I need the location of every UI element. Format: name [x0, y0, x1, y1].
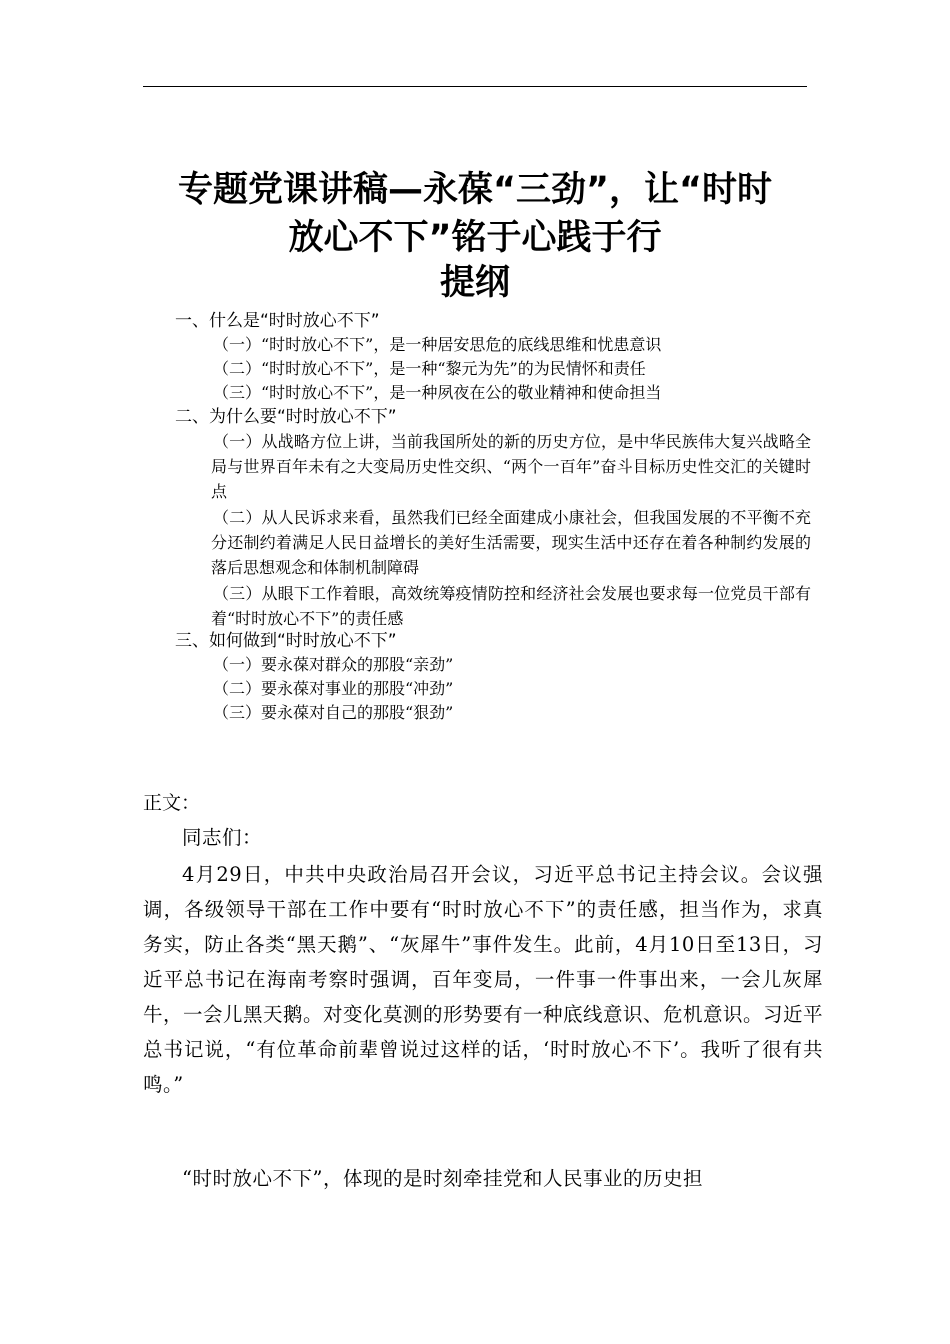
outline-item: （二）“时时放心不下”，是一种“黎元为先”的为民情怀和责任 — [213, 359, 646, 378]
document-title-line-2: 放心不下”铭于心践于行 — [288, 218, 662, 258]
outline-item: （一）要永葆对群众的那股“亲劲” — [213, 655, 454, 674]
outline-item: （二）从人民诉求来看，虽然我们已经全面建成小康社会，但我国发展的不平衡不充分还制约着满足人民日益增长的美好生活需要，现实生活中还存在着各种制约发展的落后思想观念和体制机制障碍 — [211, 508, 811, 577]
body-paragraph: 4月29日，中共中央政治局召开会议，习近平总书记主持会议。会议强调，各级领导干部在工作中要有“时时放心不下”的责任感，担当作为，求真务实，防止各类“黑天鹅”、“灰犀牛”事件发生。此前，4月10日至13日，习近平总书记在海南考察时强调，百年变局，一件事一件事出来，一会儿灰犀牛，一会儿黑天鹅。对变化莫测的形势要有一种底线意识、危机意识。习近平总书记说，“有位革命前辈曾说过这样的话，‘时时放心不下’。我听了很有共鸣。” — [143, 863, 824, 1096]
document-title-line-1: 专题党课讲稿—永葆“三劲”，让“时时 — [177, 170, 772, 210]
document-subtitle: 提纲 — [439, 263, 510, 303]
outline-item: （三）从眼下工作着眼，高效统筹疫情防控和经济社会发展也要求每一位党员干部有着“时时放心不下”的责任感 — [211, 584, 811, 628]
outline-item: （一）从战略方位上讲，当前我国所处的新的历史方位，是中华民族伟大复兴战略全局与世界百年未有之大变局历史性交织、“两个一百年”奋斗目标历史性交汇的关键时点 — [211, 432, 811, 501]
header-rule — [143, 86, 807, 87]
outline-item: （三）要永葆对自己的那股“狠劲” — [213, 703, 454, 722]
body-label: 正文： — [143, 792, 201, 814]
outline-item: （二）要永葆对事业的那股“冲劲” — [213, 679, 454, 698]
body-paragraph: “时时放心不下”，体现的是时刻牵挂党和人民事业的历史担 — [182, 1167, 703, 1190]
outline-item: （三）“时时放心不下”，是一种夙夜在公的敬业精神和使命担当 — [213, 383, 662, 402]
outline-heading-1: 一、什么是“时时放心不下” — [175, 311, 380, 331]
outline-heading-2: 二、为什么要“时时放心不下” — [175, 407, 397, 427]
greeting: 同志们： — [182, 826, 263, 849]
outline-heading-3: 三、如何做到“时时放心不下” — [175, 631, 397, 651]
outline-item: （一）“时时放心不下”，是一种居安思危的底线思维和忧患意识 — [213, 335, 662, 354]
